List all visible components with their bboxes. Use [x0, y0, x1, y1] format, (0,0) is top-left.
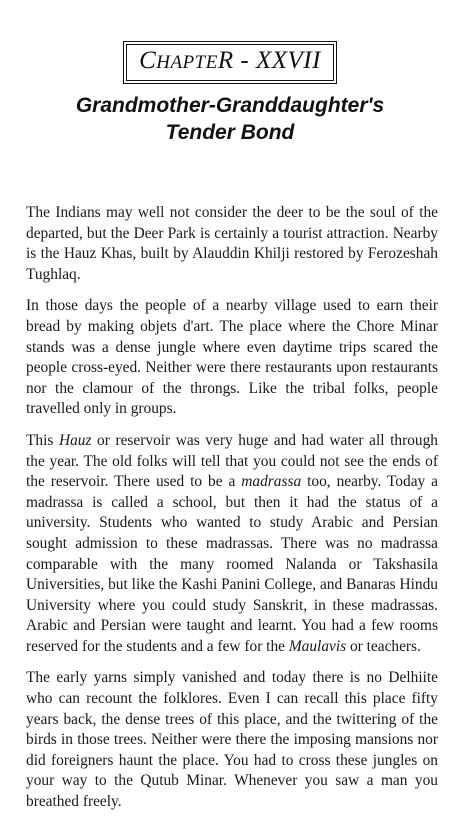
paragraph-3-part-c: too, nearby. Today a madrassa is called a school, but then it had the status of a university. Students who wanted to study Arabic and Persian sought admission to these madrassas. There was no madrassa comparable with the many roomed Nalanda or Takshasila Universities, but like the Kashi Panini College, and Banaras Hindu University where you could study Sanskrit, in these madrassas. Arabic and Persian were taught and learnt. You had a few rooms reserved for the students and a few for the — [26, 473, 439, 655]
chapter-label-box — [126, 44, 334, 81]
body-text — [26, 203, 438, 824]
chapter-label-final: R — [217, 47, 234, 74]
paragraph-3-part-b: or reservoir was very huge and had water all through the year. The old folks will tell that you could not see the ends of the reservoir. There used to be a — [26, 431, 438, 491]
term-madrassa: madrassa — [241, 473, 302, 491]
chapter-title-line-2: Tender Bond — [165, 121, 295, 144]
paragraph-3-part-d: or teachers. — [346, 637, 421, 655]
chapter-heading — [0, 44, 460, 81]
paragraph-2: In those days the people of a nearby village used to earn their bread by making objets d'art. The place where the Chore Minar stands was a dense jungle where even daytime trips scared the people cross-eyed. Neither were there restaurants upon restaurants nor the clamour of the throngs. Like the tribal folks, people travelled only in groups. — [26, 297, 438, 418]
chapter-title-line-1: Grandmother-Granddaughter's — [75, 94, 385, 117]
paragraph-4: The early yarns simply vanished and today there is no Delhiite who can recount the folklores. Even I can recall this place fifty years back, the dense trees of this place, and the twittering of the birds in those trees. Neither were there the imposing mansions nor did foreigners haunt the place. You had to cross these jungles on your way to the Qutub Minar. Whenever you saw a man you breathed freely. — [26, 669, 438, 811]
paragraph-3 — [26, 431, 438, 658]
paragraph-1: The Indians may well not consider the deer to be the soul of the departed, but the Deer Park is certainly a tourist attraction. Nearby is the Hauz Khas, built by Alauddin Khilji restored by Ferozeshah Tughlaq. — [26, 204, 438, 283]
chapter-number: - XXVII — [233, 47, 321, 74]
term-maulavis: Maulavis — [288, 637, 347, 655]
chapter-label-smallcaps: HAPTE — [156, 52, 218, 73]
chapter-title — [0, 92, 460, 146]
term-hauz: Hauz — [58, 431, 92, 449]
paragraph-3-part-a: This — [26, 431, 59, 449]
chapter-label-initial: C — [139, 47, 157, 74]
